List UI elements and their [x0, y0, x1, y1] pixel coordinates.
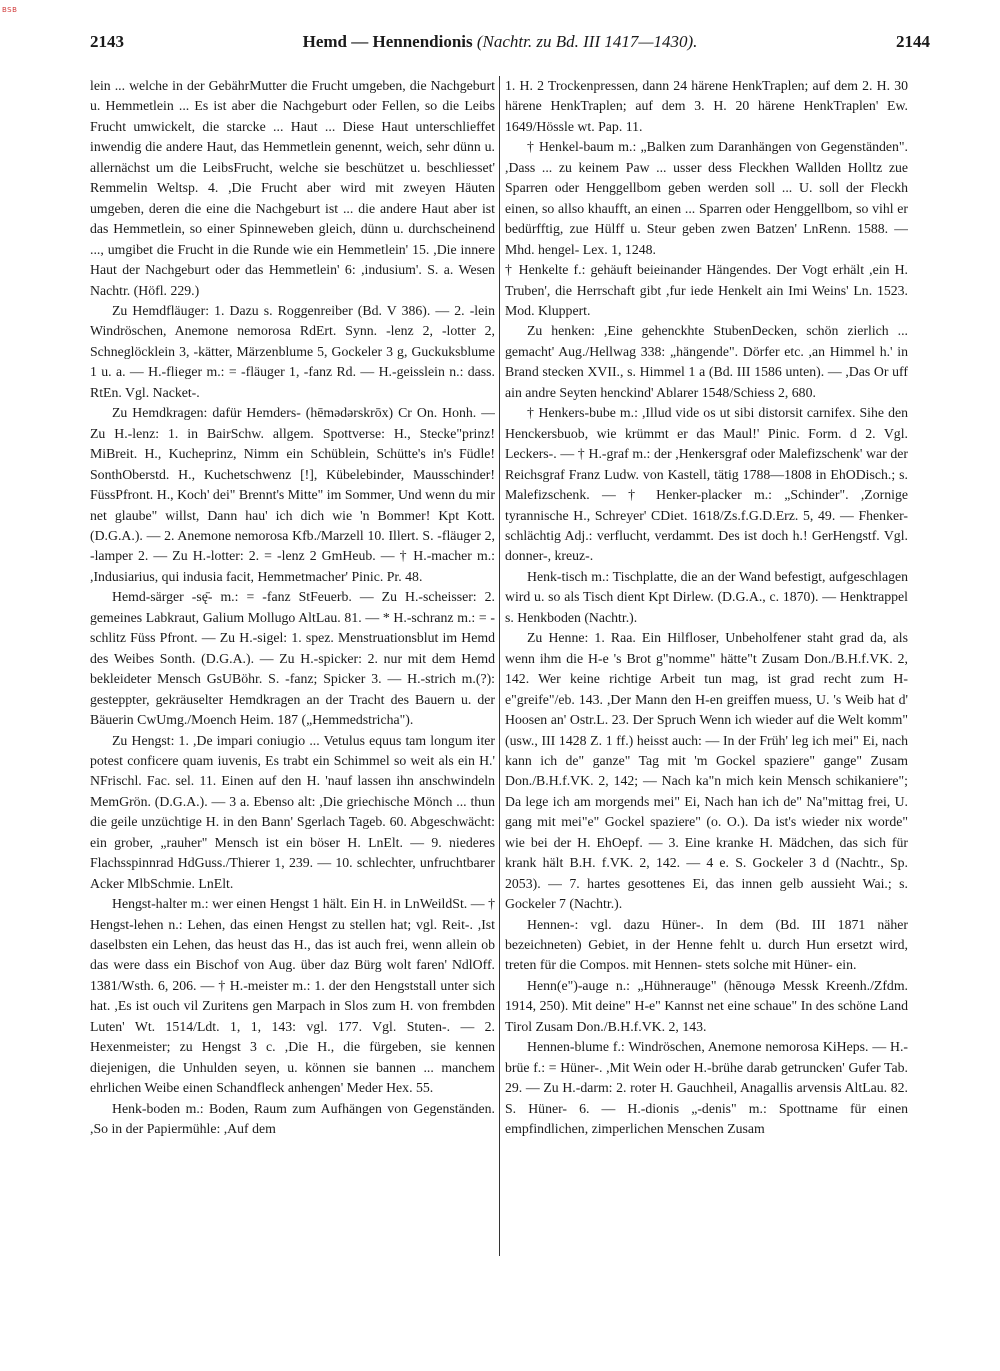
- right-column: [505, 76, 908, 1256]
- column-divider: [499, 76, 500, 1256]
- left-column-number: 2143: [90, 32, 124, 51]
- entry-paragraph: Hemd-särger -sę̄- m.: = -fanz StFeuerb. — Zu H.-scheisser: 2. gemeines Labkraut, Galium Mollugo AltLau. 81. — * H.-schranz m.: = -schlitz Füss Pfront. — Zu H.-sigel: 1. spez. Menstruationsblut im Hemd des Weibes Sonth. (D.G.A.). — Zu H.-spicker: 2. nur mit dem Hemd bekleideter Mensch GsUBöhr. S. -fanz; Spicker 3. — H.-strich m.(?): gesteppter, gekräuselter Hemdkragen an der Tracht des Bauern u. der Bäuerin CwUmg./Moench Heim. 187 („Hemmedstricha").: [90, 589, 495, 728]
- entry-paragraph: Zu Hemdkragen: dafür Hemders- (hēmədərskrōx) Cr On. Honh. — Zu H.-lenz: 1. in BairSchw. allgem. Spottverse: H., Stecke"prinz! MiBreit. H., Kucheprinz, Nimm ein Schüblein, Schütte's in's Füdle! SonthOberstd. H., Kuchetschwenz [!], Kübelebinder, Mausschinder! FüssPfront. H., Koch' dei" Brennt's Mitte" im Sommer, Und wenn du mir net glaube" willst, Dann hau' ich dich wie 'n Bommer! Kpt Kott. (D.G.A.). — 2. Anemone nemorosa Kfb./Marzell 10. Illert. S. -fläuger 2, -lamper 2. — Zu H.-lotter: 2. = -lenz 2 GmHeub. — † H.-macher m.: ,Indusiarius, qui indusia facit, Hemmetmacher' Pinic. Pr. 48.: [90, 405, 495, 584]
- left-column: [90, 76, 495, 1256]
- right-column-number: 2144: [896, 32, 930, 51]
- entry-paragraph: Zu Hengst: 1. ,De impari coniugio ... Vetulus equus tam longum iter potest conficere quam iuvenis, Es trabt ein Schimmel so weit als ein H.' NFrischl. Fac. sel. 11. Einen auf den H. 'nauf lassen ihn anschwindeln MemGrön. (D.G.A.). — 3 a. Ebenso alt: ,Die griechische Mönch ... thun die geile unzüchtige H. in den Bann' Sgerlach Tageb. 60. Abgeschwächt: ein grober, „rauher" Mensch ist ein böser H. LnElt. — 9. niederes Flachsspinnrad HdGuss./Thierer 1, 239. — 10. schlechter, unfruchtbarer Acker MlbSchmie. LnElt.: [90, 732, 495, 891]
- entry-paragraph: Henk-boden m.: Boden, Raum zum Aufhängen von Gegenständen. ,So in der Papiermühle: ,Auf dem: [90, 1100, 495, 1137]
- entry-paragraph: Zu Henne: 1. Raa. Ein Hilfloser, Unbeholfener staht grad da, als wenn ihm die H-e 's Brot g"nomme" hätte"t Zusam Don./B.H.f.VK. 2, 142. Wer keine richtige Arbeit tun mag, ist grad recht zum H-e"greife"/eb. 143. ,Der Mann den H-en greiffen muess, U. 's Weib hat d' Hoosen an' Ostr.L. 23. Der Spruch Wenn ich wieder auf die Welt komm" (usw., III 1428 Z. 1 ff.) heisst auch: — In der Früh' leg ich mei" Ei, nach kann ich de" ganze" Tag mit 'm Gockel spaziere" gange" Zusam Don./B.H.f.VK. 2, 142; — Nach ka"n mich kein Mensch schikaniere"; Da lege ich am morgends mei" Ei, Nach han ich de" Na"mittag frei, U. gang mit mei"e" Gockel spaziere" (o. O.). Da ist's wieder nix worde" wie bei der H. EhOepf. — 3. Eine kranke H. Mädchen, das sich für krank hält B.H. f.VK. 2, 142. — 4 e. S. Gockeler 3 d (Nachtr., Sp. 2053). — 7. hartes gesottenes Ei, das innen gelb aussieht Wai.; s. Gockeler 7 (Nachtr.).: [505, 630, 908, 912]
- entry-paragraph: 1. H. 2 Trockenpressen, dann 24 härene HenkTraplen; auf dem 2. H. 30 härene HenkTraplen; auf dem 3. H. 20 härene HenkTraplen' Ew. 1649/Hössle wt. Pap. 11.: [505, 78, 908, 134]
- running-head: [90, 32, 910, 52]
- entry-paragraph: Henk-tisch m.: Tischplatte, die an der Wand befestigt, aufgeschlagen wird u. so als Tisch dient Kpt Dirlew. (D.G.A., c. 1870). — Henktrappel s. Henkboden (Nachtr.).: [505, 568, 908, 625]
- entry-paragraph: † Henkelte f.: gehäuft beieinander Hängendes. Der Vogt erhält ,ein H. Truben', die Herrschaft gibt ,fur iede Henkelt ain Imi Weins' Ln. 1523. Mod. Kluppert.: [505, 262, 908, 318]
- headword-range: Hemd — Hennendionis: [302, 32, 473, 51]
- entry-paragraph: † Henkel-baum m.: „Balken zum Daranhängen von Gegenständen". ,Dass ... zu keinem Paw ... usser dess Fleckhen Wallden Holltz zue Sparren oder Henggellbom geben werden soll ... U. soll der Fleckh einen, so allso khaufft, an einen ... Sparren oder Henggellbom, so vihl er bedürfftig, zue Hülff u. Steur geben zwen Batzen' LnRenn. 1588. — Mhd. hengel- Lex. 1, 1248.: [505, 139, 908, 257]
- library-stamp: BSB: [2, 6, 18, 14]
- entry-paragraph: Zu henken: ,Eine gehenckhte StubenDecken, schön zierlich ... gemacht' Aug./Hellwag 338: „hängende". Dörfer etc. ,an Himmel h.' in Brand stecken XVII., s. Himmel 1 a (Bd. III 1586 unten). — ,Das Or uff ain andre Seyten henckind' Ablarer 1548/Schiess 2, 680.: [505, 323, 908, 400]
- entry-paragraph: Hennen-blume f.: Windröschen, Anemone nemorosa KiHeps. — H.-brüe f.: = Hüner-. ,Mit Wein oder H.-brühe darab getruncken' Gufer Tab. 29. — Zu H.-darm: 2. roter H. Gauchheil, Anagallis arvensis AltLau. 82. S. Hüner- 6. — H.-dionis „-denis" m.: Spottname für einen empfindlichen, zimperlichen Menschen Zusam: [505, 1039, 908, 1137]
- entry-paragraph: Henn(e")-auge n.: „Hühnerauge" (hēnougə Messk Kreenh./Zfdm. 1914, 250). Mit deine" H-e" Kannst net eine schaue" In des schöne Land Tirol Zusam Don./B.H.f.VK. 2, 143.: [505, 977, 908, 1034]
- entry-paragraph: Zu Hemdfläuger: 1. Dazu s. Roggenreiber (Bd. V 386). — 2. -lein Windröschen, Anemone nemorosa RdErt. Synn. -lenz 2, -lotter 2, Schneglöcklein 3, -kätter, Märzenblume 5, Gockeler 3 g, Guckuksblume 1 u. a. — H.-flieger m.: = -fläuger 1, -fanz Rd. — H.-geisslein n.: dass. RtEn. Vgl. Nacket-.: [90, 302, 495, 400]
- page-header: [90, 32, 930, 56]
- entry-paragraph: lein ... welche in der GebährMutter die Frucht umgeben, die Nachgeburt u. Hemmetlein ... Es ist aber die Nachgeburt oder Fellen, so die Leibs Frucht umwickelt, die starcke ... Haut ... Diese Haut unterschlieffet inwendig die andere Haut, das Hemmetlein genennt, weich, sehr dünn u. allernächst um die LeibsFrucht, welche sie beschützet u. beschliesset' Remmelin Weltsp. 4. ,Die Frucht aber wird mit zweyen Häuten umgeben, deren die eine die Nachgeburt ist ... die andere Haut aber ist das Hemmetlein, so einer Spinneweben gleich, dünn u. durchscheinend ..., umgibet die Frucht in die Runde wie ein Hemmetlein' 15. ,Die innere Haut der Nachgeburt oder das Hemmetlein' 6: ,indusium'. S. a. Wesen Nachtr. (Höfl. 229.): [90, 78, 495, 298]
- entry-paragraph: Hengst-halter m.: wer einen Hengst 1 hält. Ein H. in LnWeildSt. — † Hengst-lehen n.: Lehen, das einen Hengst zu stellen hat; vgl. Reit-. ,Ist daselbsten ein Lehen, das heust das H., das ist auch frei, wenn allein ob das were dass ein Bischof von Aug. über daz Bürg wolt faren' NdlOff. 1381/Wsth. 6, 206. — † H.-meister m.: 1. der den Hengststall unter sich hat. ,Es ist ouch vil Zuritens gen Marpach in Slos zum H. von frembden Luten' Wt. 1514/Ldt. 1, 1, 143: vgl. 177. Vgl. Stuten-. — 2. Hexenmeister; zu Hengst 3 c. ,Die H., die fürgeben, sie kennen diejenigen, die Unhulden seyen, u. können sie bannen ... manchem ehrlichen Weibe einen Schandfleck anhengen' Meder Hex. 55.: [90, 896, 495, 1096]
- entry-paragraph: Hennen-: vgl. dazu Hüner-. In dem (Bd. III 1871 näher bezeichneten) Gebiet, in der Henne fehlt u. durch Hun ersetzt wird, treten für die Compos. mit Hennen- stets solche mit Hüner- ein.: [505, 916, 908, 973]
- supplement-reference: (Nachtr. zu Bd. III 1417—1430).: [476, 32, 698, 51]
- entry-paragraph: † Henkers-bube m.: ,Illud vide os ut sibi distorsit carnifex. Sihe den Henckersbuob, wie krümmt er das Maul!' Pinic. Form. d 2. Vgl. Leckers-. — † H.-graf m.: der ,Henkersgraf oder Malefizschenk' war der Reichsgraf Franz Ludw. von Kastell, tätig 1788—1808 in EhODisch.; s. Malefizschenk. — † Henker-placker m.: „Schinder". ,Zornige tyrannische H., Schreyer' CDiet. 1618/Zs.f.G.D.Erz. 5, 49. — Fhenker-schlächtig Adj.: verflucht, verdammt. Des ist doch h.! GerHengstf. Vgl. donner-, kreuz-.: [505, 405, 908, 564]
